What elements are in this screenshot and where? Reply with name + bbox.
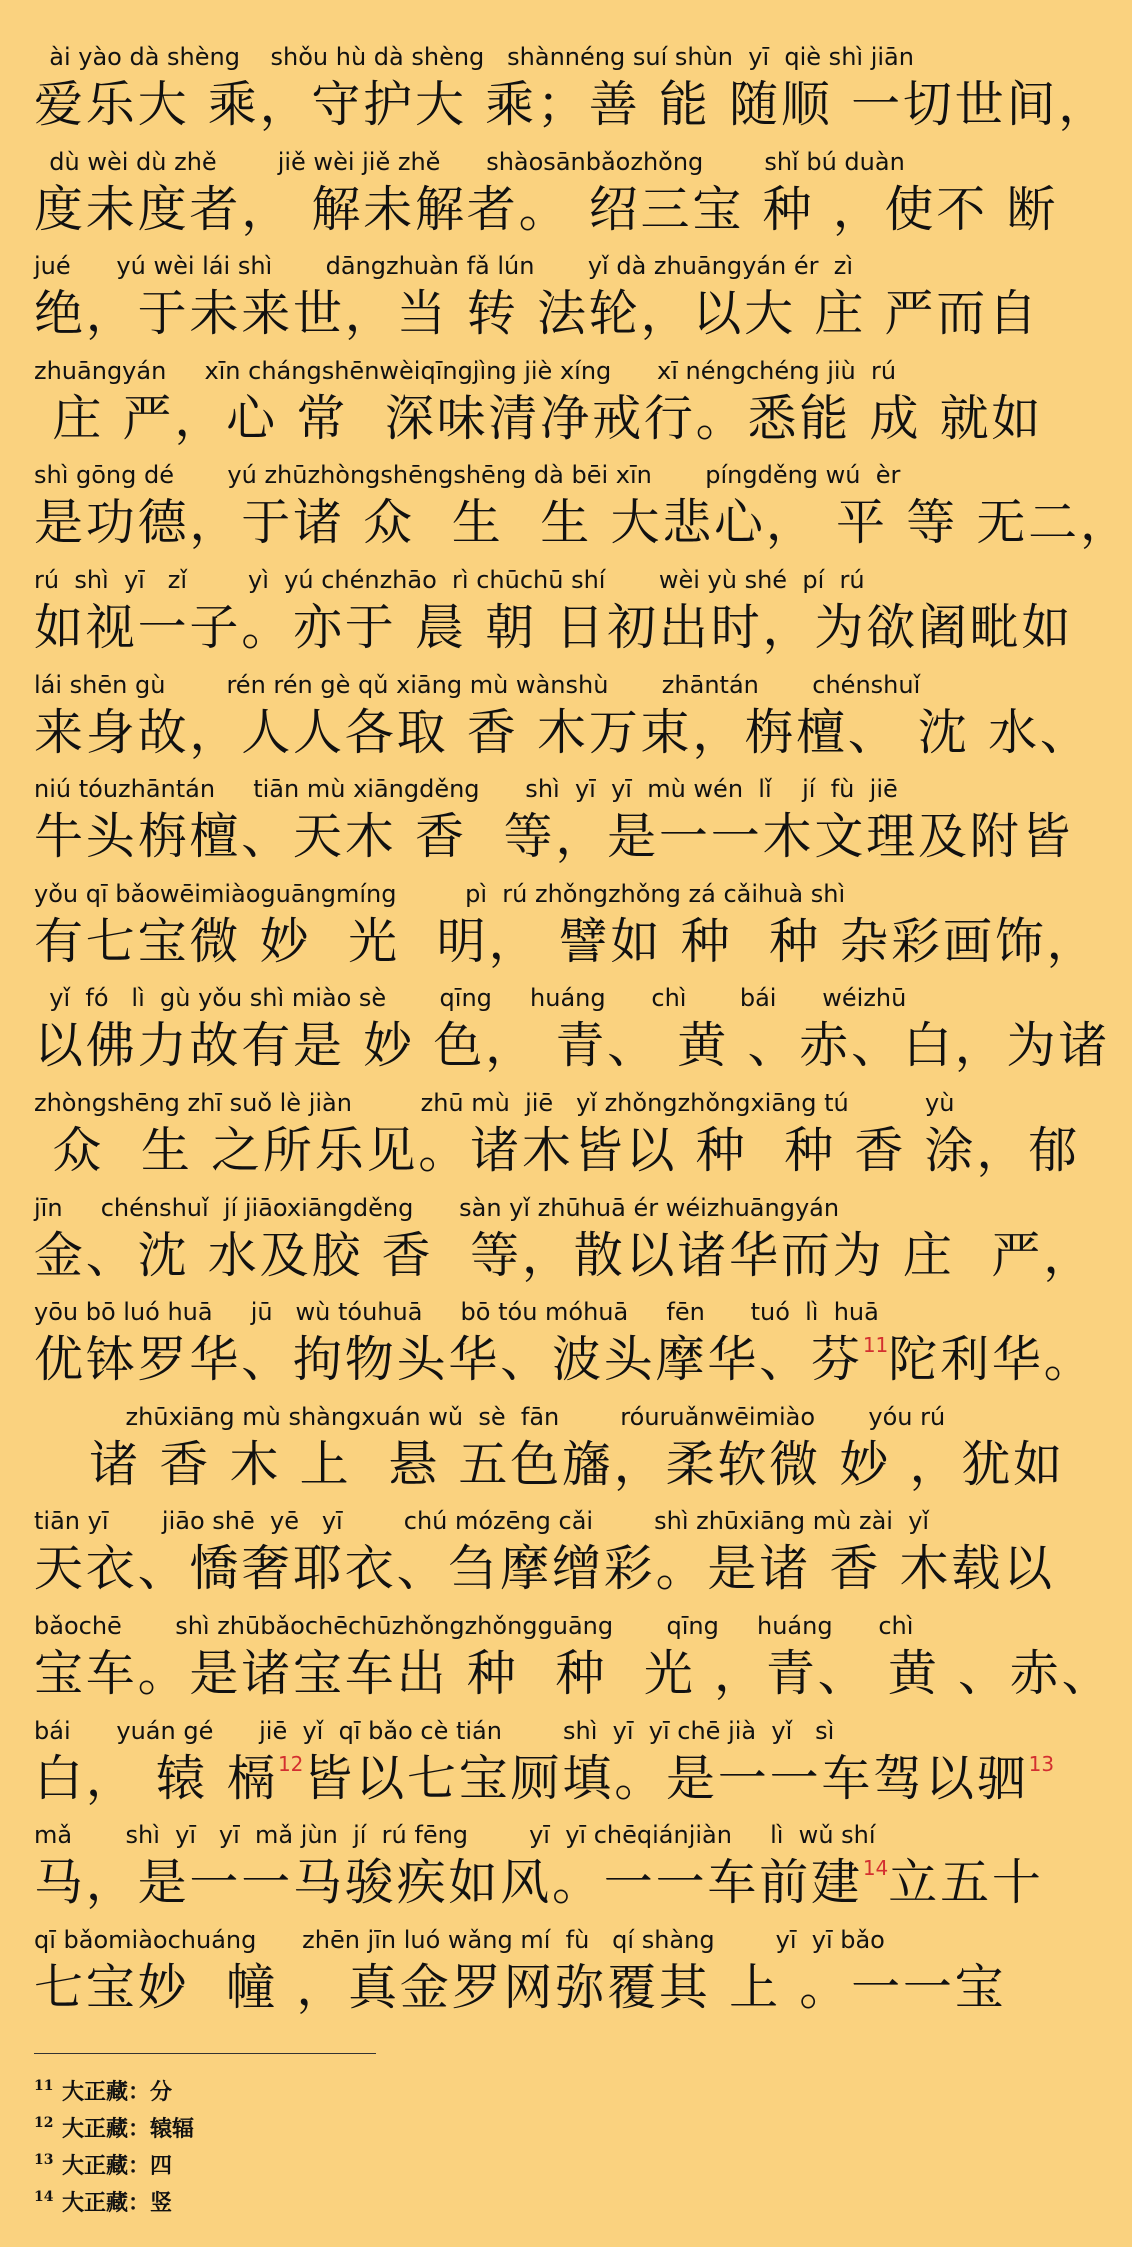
hanzi-text: 皆以七宝厕填。是一一车驾以驷 xyxy=(303,1749,1029,1807)
hanzi-text: 来身故，人人各取 香 木万束，栴檀、 沈 水、 xyxy=(34,703,1092,761)
hanzi-text: 立五十 xyxy=(888,1854,1044,1912)
hanzi-text: 有七宝微 妙 光 明， 譬如 种 种 杂彩画饰， xyxy=(34,912,1099,970)
hanzi-text: 天衣、憍奢耶衣、刍摩缯彩。是诸 香 木载以 xyxy=(34,1540,1055,1598)
text-line xyxy=(34,668,1092,773)
footnote-marker: 11 xyxy=(862,1333,889,1358)
text-line xyxy=(34,1818,1046,1923)
footnote-text: 大正藏：四 xyxy=(62,2153,173,2179)
footnotes xyxy=(34,2068,194,2216)
pinyin-line: lái shēn gù rén rén gè qǔ xiāng mù wànshù zhāntán chénshuǐ xyxy=(34,670,921,699)
footnote-divider xyxy=(34,2053,376,2054)
pinyin-line: bǎochē shì zhūbǎochēchūzhǒngzhǒngguāng qīng huáng chì xyxy=(34,1611,914,1640)
pinyin-line: yǒu qī bǎowēimiàoguāngmíng pì rú zhǒngzhǒng zá cǎihuà shì xyxy=(34,879,846,908)
hanzi-line xyxy=(34,283,1046,347)
text-line xyxy=(34,249,1046,354)
footnote-number: 14 xyxy=(34,2189,54,2205)
hanzi-text: 爱乐大 乘，守护大 乘；善 能 随顺 一切世间， xyxy=(34,76,1111,133)
hanzi-text: 众 生 之所乐见。诸木皆以 种 种 香 涂，郁 xyxy=(34,1121,1080,1179)
hanzi-line xyxy=(34,179,1059,243)
hanzi-line xyxy=(34,702,1092,766)
hanzi-text: 是功德，于诸 众 生 生 大悲心， 平 等 无二， xyxy=(34,494,1132,552)
hanzi-text: 陀利华。 xyxy=(888,1331,1096,1389)
hanzi-text: 七宝妙 幢 ，真金罗网弥覆其 上 。一一宝 xyxy=(34,1958,1007,2016)
hanzi-text: 绝，于未来世，当 转 法轮，以大 庄 严而自 xyxy=(34,285,1040,343)
hanzi-text: 优钵罗华、拘物头华、波头摩华、芬 xyxy=(34,1331,863,1389)
text-line xyxy=(34,1191,1096,1296)
text-line xyxy=(34,40,1111,145)
pinyin-line: tiān yī jiāo shē yē yī chú mózēng cǎi shì zhūxiāng mù zài yǐ xyxy=(34,1507,930,1536)
footnote xyxy=(34,2142,194,2179)
hanzi-text: 金、沈 水及胶 香 等，散以诸华而为 庄 严， xyxy=(34,1226,1096,1284)
hanzi-text: 度未度者， 解未解者。 绍三宝 种 ，使不 断 xyxy=(34,180,1059,238)
footnote-text: 大正藏：分 xyxy=(62,2079,173,2105)
footnote-marker: 13 xyxy=(1028,1751,1055,1776)
hanzi-line xyxy=(34,911,1099,975)
footnote-marker: 12 xyxy=(277,1751,304,1776)
hanzi-line xyxy=(34,597,1074,661)
text-line xyxy=(34,1714,1055,1819)
pinyin-line: jīn chénshuǐ jí jiāoxiāngděng sàn yǐ zhūhuā ér wéizhuāngyán xyxy=(34,1193,840,1222)
hanzi-line xyxy=(34,388,1046,452)
pinyin-line: niú tóuzhāntán tiān mù xiāngděng shì yī yī mù wén lǐ jí fù jiē xyxy=(34,775,898,804)
hanzi-text: 诸 香 木 上 悬 五色旛，柔软微 妙 ，犹如 xyxy=(34,1435,1065,1493)
hanzi-line xyxy=(34,1434,1065,1498)
pinyin-line: bái yuán gé jiē yǐ qī bǎo cè tián shì yī yī chē jià yǐ sì xyxy=(34,1716,835,1745)
hanzi-line xyxy=(34,1957,1046,2021)
hanzi-line xyxy=(34,1015,1111,1079)
hanzi-line xyxy=(34,1120,1080,1184)
hanzi-text: 如视一子。亦于 晨 朝 日初出时，为欲阇毗如 xyxy=(34,598,1074,656)
text-line xyxy=(34,1609,1114,1714)
hanzi-line xyxy=(34,1748,1055,1812)
footnote xyxy=(34,2068,194,2105)
text-line xyxy=(34,877,1099,982)
pinyin-line: yǐ fó lì gù yǒu shì miào sè qīng huáng chì bái wéizhū xyxy=(34,984,907,1013)
pinyin-line: zhuāngyán xīn chángshēnwèiqīngjìng jiè xíng xī néngchéng jiù rú xyxy=(34,356,897,385)
pinyin-line: qī bǎomiàochuáng zhēn jīn luó wǎng mí fù qí shàng yī yī bǎo xyxy=(34,1925,885,1954)
pinyin-line: dù wèi dù zhě jiě wèi jiě zhě shàosānbǎozhǒng shǐ bú duàn xyxy=(34,147,905,176)
pinyin-line: rú shì yī zǐ yì yú chénzhāo rì chūchū shí wèi yù shé pí rú xyxy=(34,565,865,594)
footnote-number: 11 xyxy=(34,2078,54,2094)
footnote-number: 13 xyxy=(34,2152,54,2168)
text-line xyxy=(34,1504,1055,1609)
footnote-text: 大正藏：辕辐 xyxy=(62,2116,195,2142)
hanzi-line xyxy=(34,1225,1096,1289)
pinyin-line: mǎ shì yī yī mǎ jùn jí rú fēng yī yī chēqiánjiàn lì wǔ shí xyxy=(34,1821,876,1850)
hanzi-text: 牛头栴檀、天木 香 等，是一一木文理及附皆 xyxy=(34,808,1074,866)
hanzi-line xyxy=(34,1329,1096,1393)
pinyin-line: zhòngshēng zhī suǒ lè jiàn zhū mù jiē yǐ zhǒngzhǒngxiāng tú yù xyxy=(34,1088,955,1117)
hanzi-text: 白， 辕 槅 xyxy=(34,1749,278,1807)
hanzi-line xyxy=(34,1643,1114,1707)
pinyin-line: jué yú wèi lái shì dāngzhuàn fǎ lún yǐ dà zhuāngyán ér zì xyxy=(34,252,853,281)
pinyin-line: ài yào dà shèng shǒu hù dà shèng shànnéng suí shùn yī qiè shì jiān xyxy=(34,43,914,71)
text-line xyxy=(34,981,1111,1086)
text-line xyxy=(34,1923,1046,2028)
scripture-text xyxy=(34,40,1132,2027)
footnote-marker: 14 xyxy=(862,1856,889,1881)
hanzi-text: 庄 严，心 常 深味清净戒行。悉能 成 就如 xyxy=(34,389,1044,447)
text-line xyxy=(34,1400,1065,1505)
pinyin-line: shì gōng dé yú zhūzhòngshēngshēng dà bēi xīn píngděng wú èr xyxy=(34,461,901,490)
hanzi-text: 马，是一一马骏疾如风。一一车前建 xyxy=(34,1854,863,1912)
hanzi-text: 宝车。是诸宝车出 种 种 光 ，青、 黄 、赤、 xyxy=(34,1644,1114,1702)
footnote xyxy=(34,2179,194,2216)
footnote xyxy=(34,2105,194,2142)
hanzi-line xyxy=(34,74,1111,138)
hanzi-line xyxy=(34,1852,1046,1916)
footnote-text: 大正藏：竖 xyxy=(62,2190,173,2216)
footnote-number: 12 xyxy=(34,2115,54,2131)
text-line xyxy=(34,563,1074,668)
text-line xyxy=(34,1295,1096,1400)
hanzi-text: 以佛力故有是 妙 色， 青、 黄 、赤、白，为诸 xyxy=(34,1017,1111,1075)
pinyin-line: zhūxiāng mù shàngxuán wǔ sè fān róuruǎnwēimiào yóu rú xyxy=(34,1402,946,1431)
text-line xyxy=(34,772,1074,877)
hanzi-line xyxy=(34,492,1132,556)
hanzi-line xyxy=(34,806,1074,870)
text-line xyxy=(34,458,1132,563)
text-line xyxy=(34,1086,1080,1191)
text-line xyxy=(34,145,1059,250)
text-line xyxy=(34,354,1046,459)
pinyin-line: yōu bō luó huā jū wù tóuhuā bō tóu móhuā fēn tuó lì huā xyxy=(34,1298,879,1327)
hanzi-line xyxy=(34,1538,1055,1602)
